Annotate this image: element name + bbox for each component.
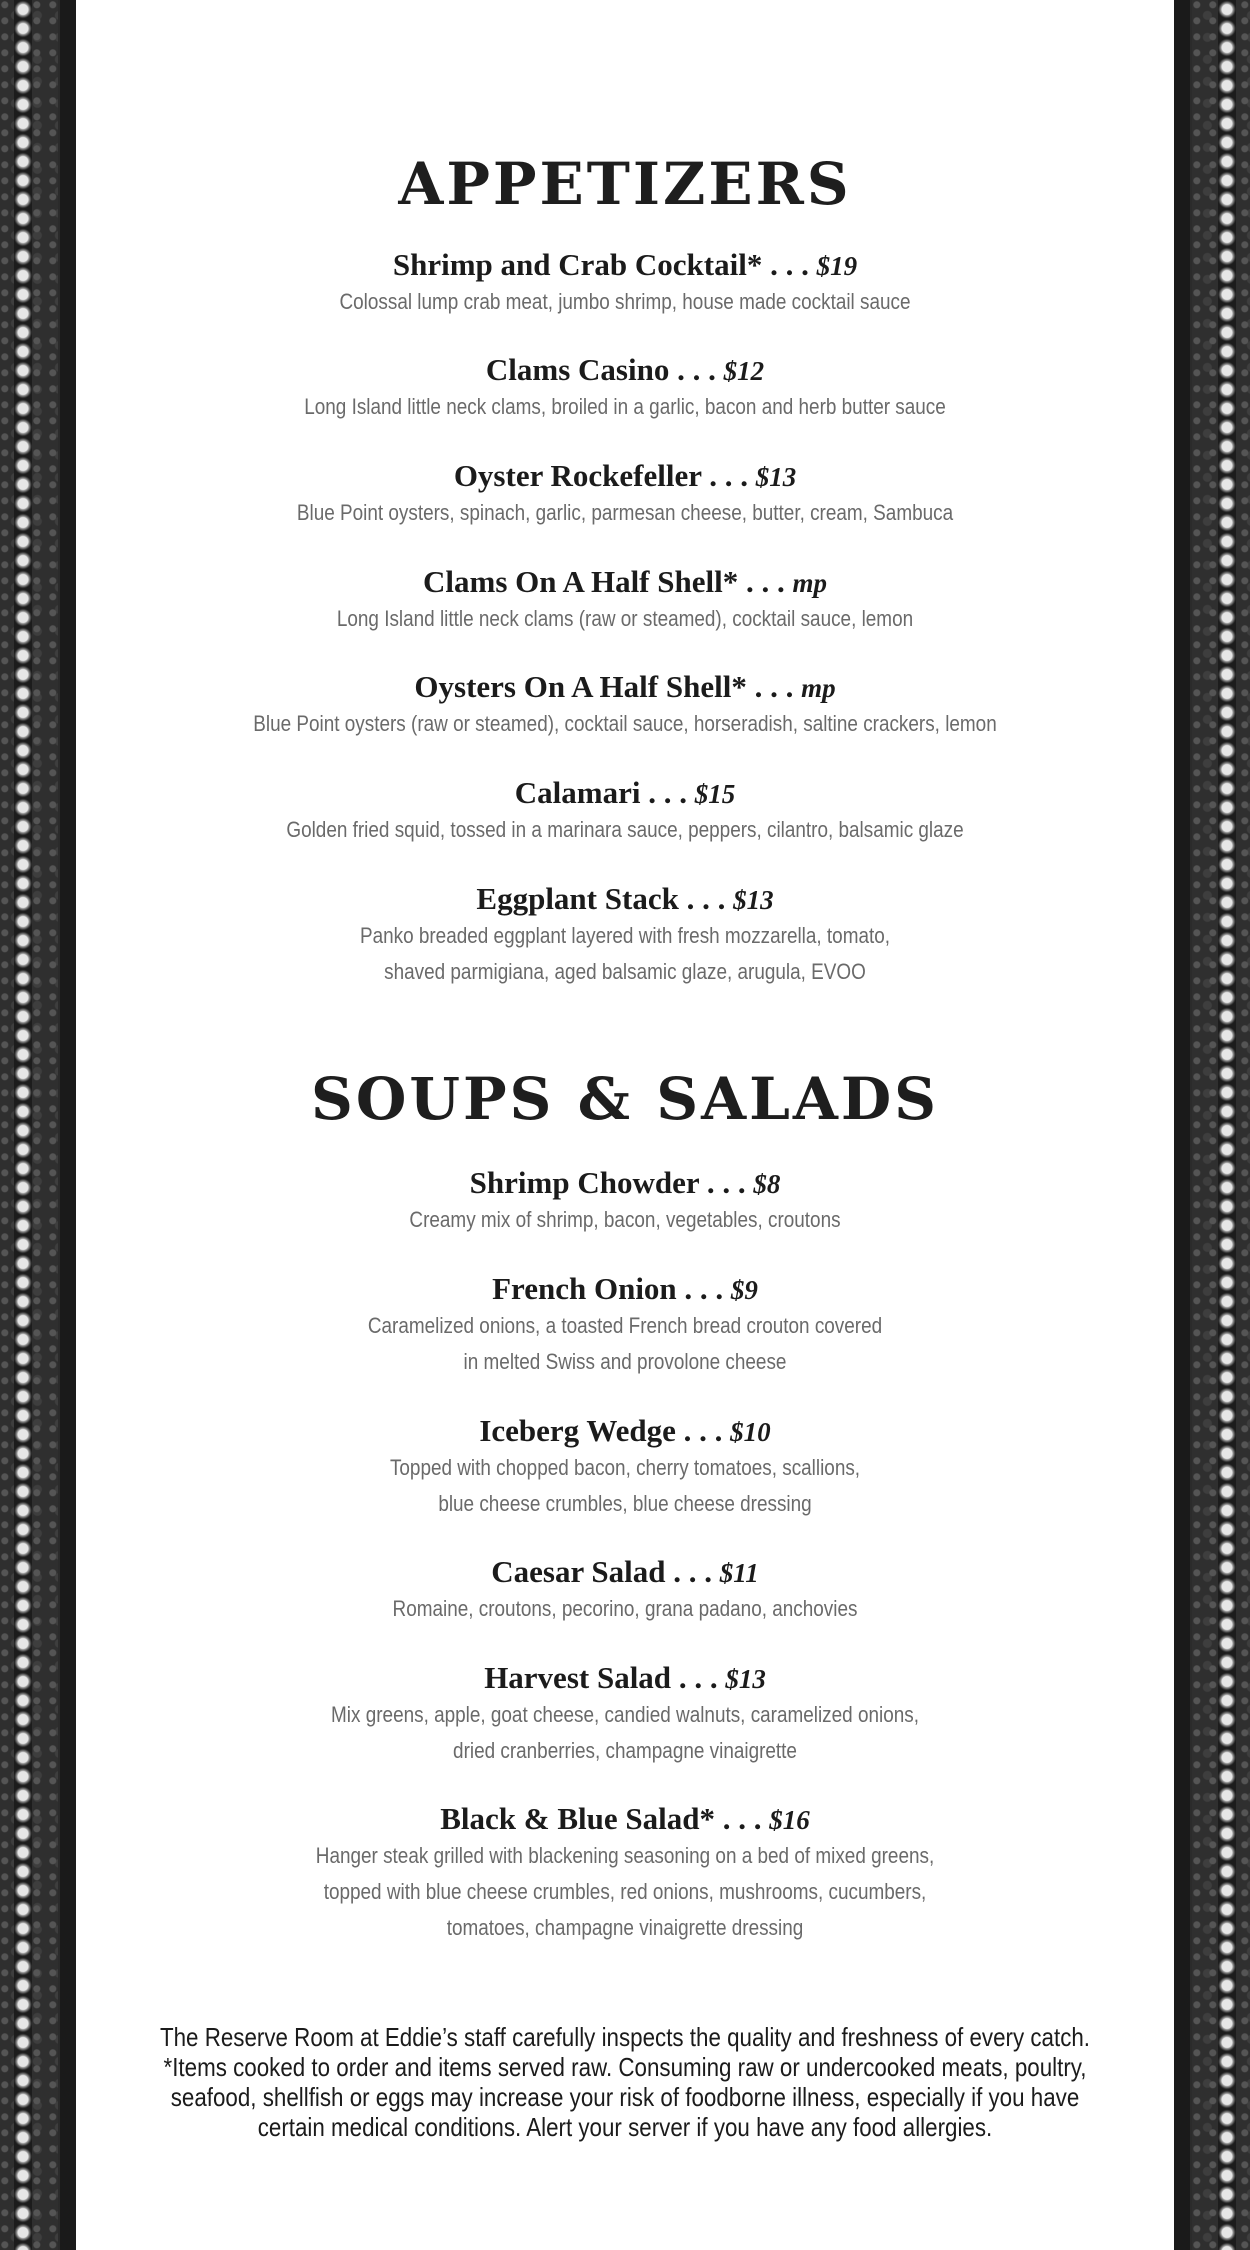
item-name: Oysters On A Half Shell* [414,669,747,704]
item-description: Panko breaded eggplant layered with fresh mozzarella, tomato, [359,923,891,948]
menu-item [76,1801,1174,1946]
item-dots: . . . [665,1554,720,1589]
item-price: $13 [755,462,797,492]
disclaimer-line: The Reserve Room at Eddie’s staff carefully inspects the quality and freshness of every catch. [159,2022,1091,2052]
menu-item-title [76,1165,1174,1202]
item-description: Long Island little neck clams (raw or steamed), cocktail sauce, lemon [336,606,914,631]
menu-item [76,669,1174,742]
item-name: Shrimp Chowder [469,1165,700,1200]
menu-item-title [76,352,1174,389]
menu-item-title [76,564,1174,601]
menu-item-title [76,669,1174,706]
menu-item [76,1165,1174,1238]
menu-item [76,352,1174,425]
menu-item-title [76,1413,1174,1450]
item-description: blue cheese crumbles, blue cheese dressing [438,1491,812,1516]
item-dots: . . . [699,1165,754,1200]
item-dots: . . . [762,247,817,282]
item-price: $15 [694,779,736,809]
item-name: Harvest Salad [484,1660,672,1695]
soups-salads-heading: SOUPS & SALADS [310,1065,940,1133]
menu-item [76,1660,1174,1769]
item-description: Blue Point oysters (raw or steamed), cocktail sauce, horseradish, saltine crackers, lemon [253,711,997,736]
item-name: Eggplant Stack [476,881,679,916]
item-name: Shrimp and Crab Cocktail* [392,247,763,282]
item-price: mp [792,568,827,598]
right-decorative-border [1174,0,1250,2250]
item-description: Romaine, croutons, pecorino, grana padano, anchovies [392,1596,858,1621]
item-description: Mix greens, apple, goat cheese, candied walnuts, caramelized onions, [331,1702,919,1727]
item-description: Creamy mix of shrimp, bacon, vegetables, croutons [409,1207,841,1232]
item-price: $16 [769,1805,810,1835]
item-description: Hanger steak grilled with blackening seasoning on a bed of mixed greens, [315,1843,935,1868]
item-dots: . . . [746,669,802,704]
item-price: mp [801,673,836,703]
item-name: Clams Casino [485,352,670,387]
item-name: Iceberg Wedge [479,1413,676,1448]
left-bead-strip [14,0,32,2250]
item-dots: . . . [640,775,695,810]
menu-item-title [76,775,1174,812]
item-description: dried cranberries, champagne vinaigrette [453,1738,797,1763]
menu-item-title [76,881,1174,918]
menu-item [76,247,1174,320]
item-price: $13 [733,885,774,915]
menu-item [76,458,1174,531]
disclaimer-line: seafood, shellfish or eggs may increase your risk of foodborne illness, especially if you have [170,2082,1080,2112]
menu-item-title [76,247,1174,284]
item-description: Topped with chopped bacon, cherry tomatoes, scallions, [389,1455,861,1480]
item-price: $10 [730,1417,771,1447]
item-price: $9 [730,1275,758,1305]
item-description: Caramelized onions, a toasted French bread crouton covered [367,1313,883,1338]
right-border-edge [1174,0,1190,2250]
item-dots: . . . [715,1801,770,1836]
item-dots: . . . [669,352,724,387]
item-price: $8 [753,1169,781,1199]
item-name: Calamari [514,775,641,810]
menu-item-title [76,1660,1174,1697]
menu-item-title [76,458,1174,495]
allergy-disclaimer [76,2022,1174,2142]
item-price: $19 [816,251,858,281]
item-description: Long Island little neck clams, broiled in a garlic, bacon and herb butter sauce [304,394,946,419]
menu-item [76,881,1174,990]
menu-item [76,1413,1174,1522]
item-dots: . . . [678,881,734,916]
item-name: Caesar Salad [491,1554,666,1589]
item-dots: . . . [676,1271,731,1306]
menu-item [76,1554,1174,1627]
item-description: topped with blue cheese crumbles, red onions, mushrooms, cucumbers, [323,1879,927,1904]
menu-item [76,564,1174,637]
item-dots: . . . [701,458,756,493]
menu-item-title [76,1801,1174,1838]
item-name: French Onion [492,1271,677,1306]
menu-item [76,1271,1174,1380]
appetizers-heading: APPETIZERS [398,150,852,218]
right-bead-strip [1218,0,1236,2250]
left-border-edge [60,0,76,2250]
item-name: Clams On A Half Shell* [423,564,739,599]
item-name: Black & Blue Salad* [440,1801,715,1836]
item-price: $11 [719,1558,759,1588]
item-name: Oyster Rockefeller [453,458,702,493]
disclaimer-line: *Items cooked to order and items served raw. Consuming raw or undercooked meats, poultry, [163,2052,1087,2082]
left-decorative-border [0,0,76,2250]
item-description: Blue Point oysters, spinach, garlic, parmesan cheese, butter, cream, Sambuca [296,500,954,525]
menu-content [76,0,1174,2250]
item-price: $13 [725,1664,766,1694]
item-description: shaved parmigiana, aged balsamic glaze, arugula, EVOO [384,959,866,984]
item-dots: . . . [675,1413,731,1448]
menu-item [76,775,1174,848]
disclaimer-line: certain medical conditions. Alert your server if you have any food allergies. [257,2112,993,2142]
item-description: in melted Swiss and provolone cheese [463,1349,787,1374]
item-dots: . . . [671,1660,726,1695]
menu-item-title [76,1554,1174,1591]
item-description: tomatoes, champagne vinaigrette dressing [446,1915,804,1940]
item-dots: . . . [738,564,793,599]
menu-item-title [76,1271,1174,1308]
item-description: Colossal lump crab meat, jumbo shrimp, house made cocktail sauce [339,289,911,314]
item-description: Golden fried squid, tossed in a marinara sauce, peppers, cilantro, balsamic glaze [286,817,964,842]
item-price: $12 [723,356,765,386]
